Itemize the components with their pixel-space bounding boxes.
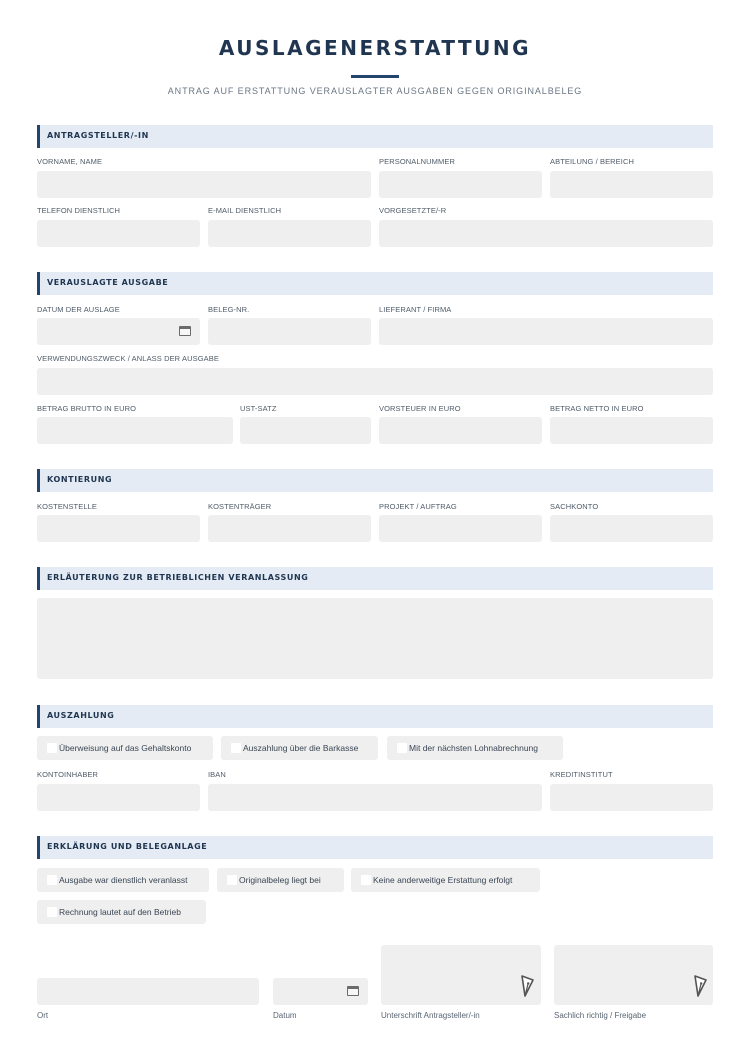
bank-field[interactable] xyxy=(550,784,713,811)
supervisor-field[interactable] xyxy=(379,220,713,247)
checkbox[interactable] xyxy=(397,743,407,753)
gl-account-field[interactable] xyxy=(550,515,713,542)
cost-unit-field[interactable] xyxy=(208,515,371,542)
gl-account-label: SACHKONTO xyxy=(550,502,599,511)
project-field[interactable] xyxy=(379,515,542,542)
section-declaration-title: ERKLÄRUNG UND BELEGANLAGE xyxy=(47,842,208,851)
section-explanation-title: ERLÄUTERUNG ZUR BETRIEBLICHEN VERANLASSUNG xyxy=(47,573,309,582)
section-explanation-header xyxy=(37,567,713,590)
declaration-option-invoice-to-company[interactable] xyxy=(37,900,206,924)
checkbox[interactable] xyxy=(47,907,57,917)
checkbox-label: Überweisung auf das Gehaltskonto xyxy=(59,743,192,753)
pen-nib-icon xyxy=(692,975,708,997)
section-expense-title: VERAUSLAGTE AUSGABE xyxy=(47,278,169,287)
pen-nib-icon xyxy=(519,975,535,997)
approval-signature-box[interactable] xyxy=(554,945,713,1005)
cost-unit-label: KOSTENTRÄGER xyxy=(208,502,272,511)
net-amount-field[interactable] xyxy=(550,417,713,444)
phone-field[interactable] xyxy=(37,220,200,247)
cost-center-field[interactable] xyxy=(37,515,200,542)
gross-amount-field[interactable] xyxy=(37,417,233,444)
receipt-no-label: BELEG-NR. xyxy=(208,305,250,314)
bank-label: KREDITINSTITUT xyxy=(550,770,613,779)
department-label: ABTEILUNG / BEREICH xyxy=(550,157,635,166)
section-expense-header xyxy=(37,272,713,295)
cost-center-label: KOSTENSTELLE xyxy=(37,502,97,511)
project-label: PROJEKT / AUFTRAG xyxy=(379,502,457,511)
purpose-label: VERWENDUNGSZWECK / ANLASS DER AUSGABE xyxy=(37,354,219,363)
section-payout-header xyxy=(37,705,713,728)
title-underline xyxy=(351,75,399,78)
calendar-icon[interactable] xyxy=(347,986,359,996)
department-field[interactable] xyxy=(550,171,713,198)
form-subtitle: ANTRAG AUF ERSTATTUNG VERAUSLAGTER AUSGABEN GEGEN ORIGINALBELEG xyxy=(167,86,583,96)
declaration-option-original-receipt[interactable] xyxy=(217,868,344,892)
checkbox-label: Rechnung lautet auf den Betrieb xyxy=(59,907,181,917)
declaration-option-no-other-refund[interactable] xyxy=(351,868,540,892)
section-applicant-header xyxy=(37,125,713,148)
section-accounting-title: KONTIERUNG xyxy=(47,475,113,484)
checkbox[interactable] xyxy=(47,743,57,753)
email-label: E-MAIL DIENSTLICH xyxy=(208,206,282,215)
phone-label: TELEFON DIENSTLICH xyxy=(37,206,121,215)
section-declaration-header xyxy=(37,836,713,859)
net-amount-label: BETRAG NETTO IN EURO xyxy=(550,404,644,413)
place-field[interactable] xyxy=(37,978,259,1005)
checkbox-label: Mit der nächsten Lohnabrechnung xyxy=(409,743,539,753)
section-accounting-header xyxy=(37,469,713,492)
supplier-field[interactable] xyxy=(379,318,713,345)
vat-rate-label: UST-SATZ xyxy=(240,404,277,413)
section-payout-title: AUSZAHLUNG xyxy=(47,711,115,720)
applicant-signature-box[interactable] xyxy=(381,945,541,1005)
personnel-no-label: PERSONALNUMMER xyxy=(379,157,455,166)
iban-field[interactable] xyxy=(208,784,542,811)
checkbox-label: Ausgabe war dienstlich veranlasst xyxy=(59,875,188,885)
calendar-icon[interactable] xyxy=(179,326,191,336)
gross-amount-label: BETRAG BRUTTO IN EURO xyxy=(37,404,137,413)
account-holder-field[interactable] xyxy=(37,784,200,811)
supplier-label: LIEFERANT / FIRMA xyxy=(379,305,452,314)
name-label: VORNAME, NAME xyxy=(37,157,103,166)
checkbox-label: Keine anderweitige Erstattung erfolgt xyxy=(373,875,513,885)
declaration-option-business-purpose[interactable] xyxy=(37,868,209,892)
account-holder-label: KONTOINHABER xyxy=(37,770,99,779)
checkbox-label: Auszahlung über die Barkasse xyxy=(243,743,359,753)
payout-option-salary-account[interactable] xyxy=(37,736,213,760)
signature-date-label: Datum xyxy=(273,1011,297,1020)
signature-date-field[interactable] xyxy=(273,978,368,1005)
checkbox[interactable] xyxy=(231,743,241,753)
supervisor-label: VORGESETZTE/-R xyxy=(379,206,447,215)
payout-option-cash-desk[interactable] xyxy=(221,736,378,760)
input-tax-field[interactable] xyxy=(379,417,542,444)
checkbox-label: Originalbeleg liegt bei xyxy=(239,875,321,885)
name-field[interactable] xyxy=(37,171,371,198)
iban-label: IBAN xyxy=(208,770,226,779)
payout-option-payroll[interactable] xyxy=(387,736,563,760)
email-field[interactable] xyxy=(208,220,371,247)
explanation-textarea[interactable] xyxy=(37,598,713,679)
purpose-field[interactable] xyxy=(37,368,713,395)
place-label: Ort xyxy=(37,1011,49,1020)
approval-signature-label: Sachlich richtig / Freigabe xyxy=(554,1011,647,1020)
applicant-signature-label: Unterschrift Antragsteller/-in xyxy=(381,1011,480,1020)
input-tax-label: VORSTEUER IN EURO xyxy=(379,404,461,413)
receipt-no-field[interactable] xyxy=(208,318,371,345)
checkbox[interactable] xyxy=(227,875,237,885)
form-title: AUSLAGENERSTATTUNG xyxy=(218,36,532,60)
personnel-no-field[interactable] xyxy=(379,171,542,198)
checkbox[interactable] xyxy=(361,875,371,885)
section-applicant-title: ANTRAGSTELLER/-IN xyxy=(47,131,149,140)
expense-date-field[interactable] xyxy=(37,318,200,345)
checkbox[interactable] xyxy=(47,875,57,885)
expense-date-label: DATUM DER AUSLAGE xyxy=(37,305,120,314)
vat-rate-field[interactable] xyxy=(240,417,371,444)
